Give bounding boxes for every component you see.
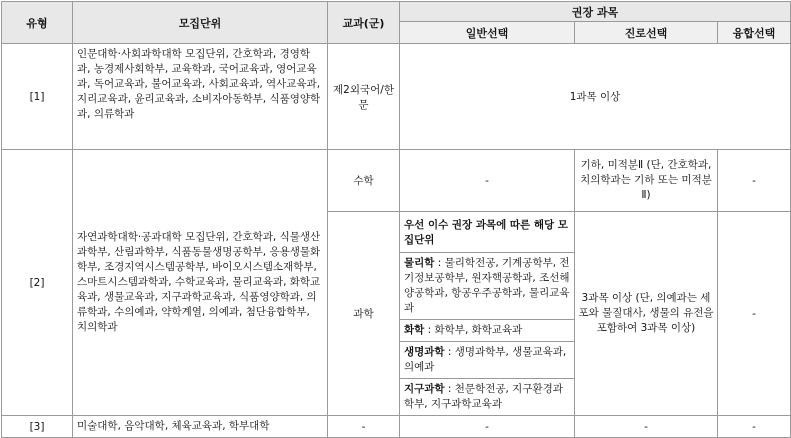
header-convergence: 융합선택 [718,22,791,44]
field-label: 지구과학 [404,383,445,395]
header-units: 모집단위 [73,2,328,44]
table-row-3 [2,416,791,438]
header-recommended: 권장 과목 [400,2,791,22]
convergence-cell: - [718,416,791,438]
field-label: 물리학 [404,257,435,269]
field-units: : 물리학전공, 기계공학부, 전기정보공학부, 원자핵공학과, 조선해양공학과, 항공우주공학과, 물리교육과 [404,257,570,314]
general-cell: - [400,416,575,438]
header-row-1 [2,2,791,22]
subject-cell: 제2외국어/한문 [328,44,400,150]
header-type: 유형 [2,2,73,44]
header-career: 진로선택 [575,22,718,44]
field-units: : 천문학전공, 지구환경과학부, 지구과학교육과 [404,383,563,410]
field-label: 생명과학 [404,346,445,358]
units-cell: 인문대학·사회과학대학 모집단위, 간호학과, 경영학과, 농경제사회학부, 교육학과, 국어교육과, 영어교육과, 독어교육과, 불어교육과, 사회교육과, 역사교육과, 지리교육과, 윤리교육과, 소비자아동학부, 식품영양학과, 의류학과 [73,44,328,150]
career-cell: - [575,416,718,438]
field-units: : 화학부, 화학교육과 [424,324,523,336]
units-cell: 자연과학대학·공과대학 모집단위, 간호학과, 식물생산과학부, 산림과학부, 식품동물생명공학부, 응용생물화학부, 조경지역시스템공학부, 바이오시스템소재학부, 스마트시스템과학과, 수학교육과, 물리교육과, 화학교육과, 생물교육과, 지구과학교육과, 식품영양학과, 의류학과, 수의예과, 약학계열, 의예과, 첨단융합학부, 치의학과 [73,150,328,416]
field-units: : 생명과학부, 생물교육과, 의예과 [404,346,567,373]
header-subject: 교과(군) [328,2,400,44]
type-cell: [2] [2,150,73,416]
table-row-1 [2,44,791,150]
type-cell: [1] [2,44,73,150]
type-cell: [3] [2,416,73,438]
general-cell-math: - [400,150,575,212]
convergence-cell-science: - [718,212,791,416]
recommendation-cell: 1과목 이상 [400,44,791,150]
career-cell-math: 기하, 미적분Ⅱ (단, 간호학과, 치의학과는 기하 또는 미적분Ⅱ) [575,150,718,212]
subject-cell-math: 수학 [328,150,400,212]
convergence-cell-math: - [718,150,791,212]
science-item-earth-science [400,379,574,415]
subject-cell: - [328,416,400,438]
recommended-subjects-table [1,1,791,438]
subject-cell-science: 과학 [328,212,400,416]
field-label: 화학 [404,324,425,336]
career-cell-science: 3과목 이상 (단, 의예과는 세포와 물질대사, 생물의 유전을 포함하여 3과목 이상) [575,212,718,416]
science-item-life-science [400,342,574,379]
header-general: 일반선택 [400,22,575,44]
science-units-cell [400,212,575,416]
table-row-2-math [2,150,791,212]
science-item-physics [400,253,574,320]
units-cell: 미술대학, 음악대학, 체육교육과, 학부대학 [73,416,328,438]
science-headline: 우선 이수 권장 과목에 따른 해당 모집단위 [400,212,574,253]
science-item-chemistry [400,320,574,342]
